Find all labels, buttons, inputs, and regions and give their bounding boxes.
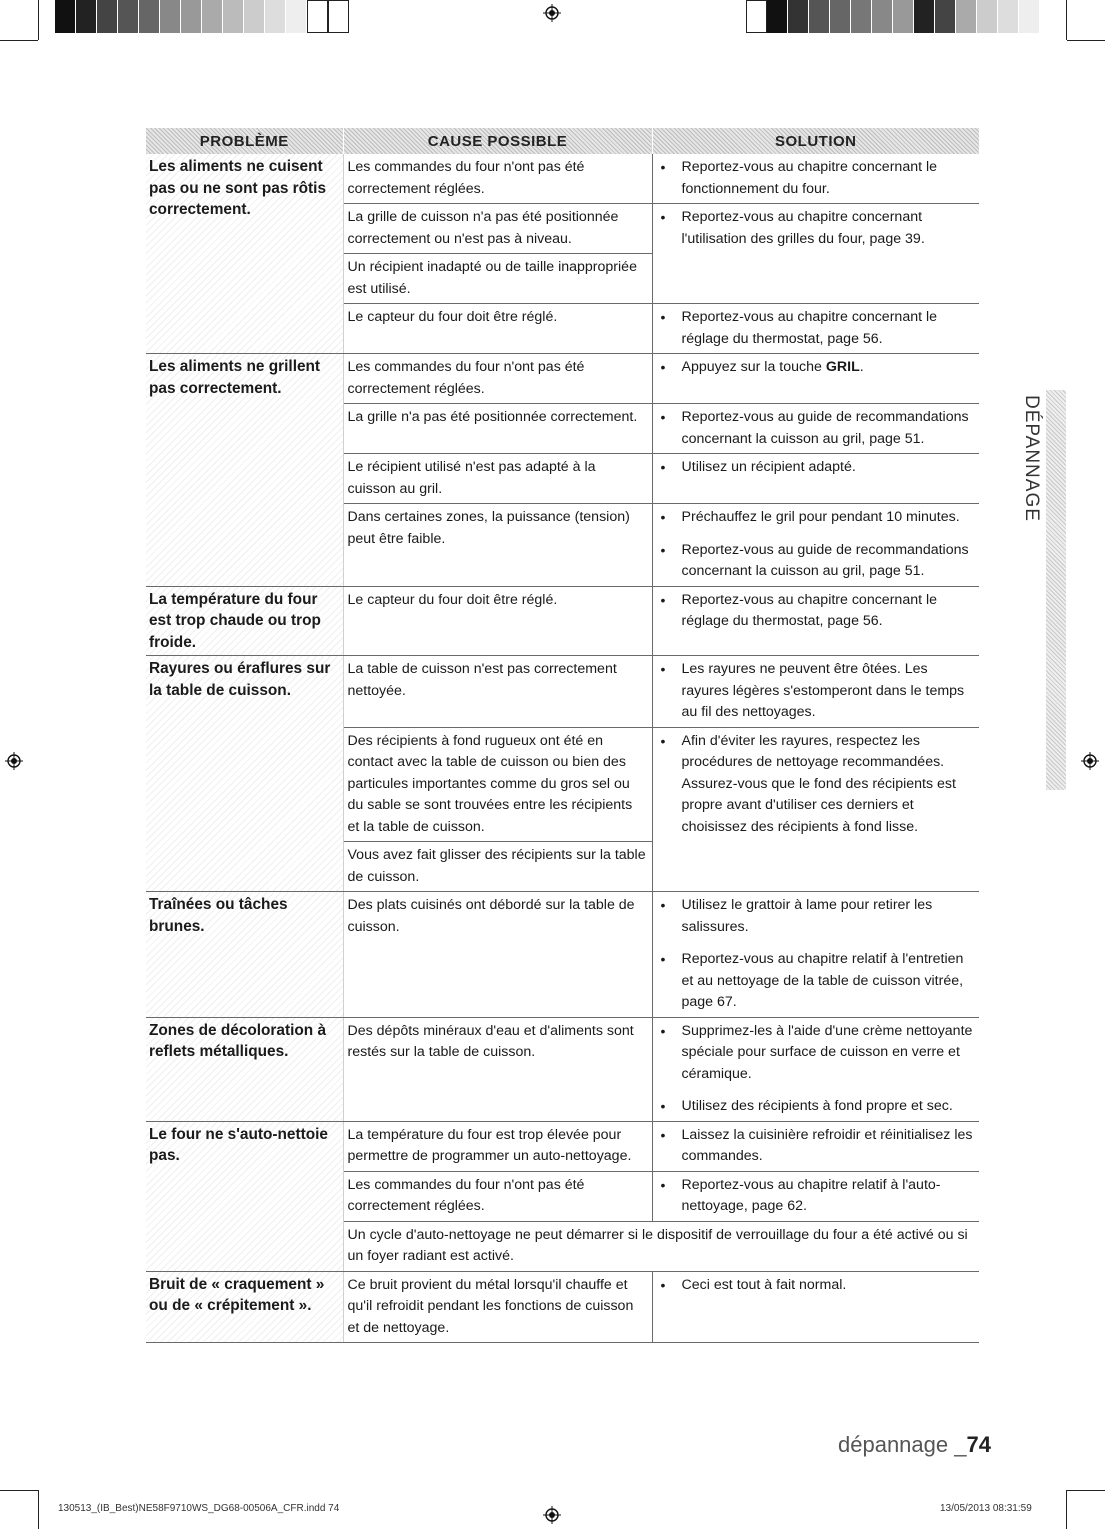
cause-cell: Un récipient inadapté ou de taille inappropriée est utilisé.	[343, 254, 652, 304]
cause-cell: La grille de cuisson n'a pas été positionnée correctement ou n'est pas à niveau.	[343, 204, 652, 254]
solution-cell	[652, 1121, 979, 1171]
solution-item: • Les rayures ne peuvent être ôtées. Les rayures légères s'estomperont dans le temps au fil des nettoyages.	[657, 659, 976, 724]
solution-item: • Reportez-vous au chapitre relatif à l'auto-nettoyage, page 62.	[657, 1175, 976, 1218]
gril-key-label: GRIL	[825, 359, 860, 375]
crop-mark	[1066, 1490, 1067, 1529]
solution-item: • Reportez-vous au chapitre concernant l'utilisation des grilles du four, page 39.	[657, 207, 976, 250]
registration-mark-icon	[1081, 752, 1099, 770]
problem-cell: Les aliments ne cuisent pas ou ne sont pas rôtis correctement.	[146, 154, 343, 354]
crop-mark	[38, 1490, 39, 1529]
print-slug-file: 130513_(IB_Best)NE58F9710WS_DG68-00506A_CFR.indd 74	[58, 1503, 340, 1514]
solution-item: • Utilisez un récipient adapté.	[657, 457, 976, 479]
solution-item: • Laissez la cuisinière refroidir et réinitialisez les commandes.	[657, 1125, 976, 1168]
problem-cell: La température du four est trop chaude ou trop froide.	[146, 586, 343, 656]
solution-item: • Utilisez le grattoir à lame pour retirer les salissures.	[657, 895, 976, 938]
cause-cell-wide: Un cycle d'auto-nettoyage ne peut démarrer si le dispositif de verrouillage du four a été activé ou si un foyer radiant est activé.	[343, 1221, 979, 1271]
table-row	[146, 586, 979, 656]
problem-cell: Bruit de « craquement » ou de « crépitement ».	[146, 1271, 343, 1343]
crop-mark	[38, 0, 39, 40]
cause-cell: Le récipient utilisé n'est pas adapté à la cuisson au gril.	[343, 454, 652, 504]
cause-cell: Ce bruit provient du métal lorsqu'il chauffe et qu'il refroidit pendant les fonctions de cuisson et de nettoyage.	[343, 1271, 652, 1343]
color-calibration-bar-left	[55, 0, 349, 33]
crop-mark	[0, 1490, 38, 1491]
header-cause: CAUSE POSSIBLE	[343, 128, 652, 154]
solution-cell	[652, 1017, 979, 1121]
problem-cell: Le four ne s'auto-nettoie pas.	[146, 1121, 343, 1271]
solution-item: • Reportez-vous au guide de recommandations concernant la cuisson au gril, page 51.	[657, 540, 976, 583]
table-row	[146, 1121, 979, 1171]
registration-mark-icon	[543, 1506, 561, 1524]
solution-cell	[652, 154, 979, 204]
problem-cell: Traînées ou tâches brunes.	[146, 892, 343, 1018]
problem-cell: Rayures ou éraflures sur la table de cuisson.	[146, 656, 343, 892]
solution-cell	[652, 892, 979, 1018]
cause-cell: Le capteur du four doit être réglé.	[343, 304, 652, 354]
solution-item: • Reportez-vous au chapitre relatif à l'entretien et au nettoyage de la table de cuisson vitrée, page 67.	[657, 949, 976, 1014]
page-footer	[838, 1432, 991, 1458]
solution-item: • Reportez-vous au chapitre concernant le réglage du thermostat, page 56.	[657, 307, 976, 350]
section-side-tab	[1046, 390, 1066, 790]
footer-section-label: dépannage _	[838, 1432, 967, 1457]
solution-text: Appuyez sur la touche	[681, 359, 822, 375]
solution-item: • Préchauffez le gril pour pendant 10 minutes.	[657, 507, 976, 529]
cause-cell: Des récipients à fond rugueux ont été en contact avec la table de cuisson ou bien des particules importantes comme du gros sel ou du sable se sont trouvées entre les récipients et la table de cuisson.	[343, 727, 652, 842]
solution-cell	[652, 1271, 979, 1343]
crop-mark	[1066, 0, 1067, 40]
side-tab-label: DÉPANNAGE	[1021, 395, 1042, 522]
cause-cell: La température du four est trop élevée pour permettre de programmer un auto-nettoyage.	[343, 1121, 652, 1171]
table-header-row	[146, 128, 979, 154]
cause-cell: Les commandes du four n'ont pas été correctement réglées.	[343, 354, 652, 404]
cause-cell: Vous avez fait glisser des récipients sur la table de cuisson.	[343, 842, 652, 892]
header-problem: PROBLÈME	[146, 128, 343, 154]
problem-cell: Les aliments ne grillent pas correctement.	[146, 354, 343, 587]
table-row	[146, 354, 979, 404]
page-number: 74	[966, 1432, 991, 1457]
registration-mark-icon	[5, 752, 23, 770]
problem-cell: Zones de décoloration à reflets métalliques.	[146, 1017, 343, 1121]
solution-item: • Utilisez des récipients à fond propre et sec.	[657, 1096, 976, 1118]
cause-cell: Dans certaines zones, la puissance (tension) peut être faible.	[343, 504, 652, 587]
solution-cell	[652, 454, 979, 504]
table-row	[146, 892, 979, 1018]
solution-cell	[652, 586, 979, 656]
table-row	[146, 656, 979, 728]
solution-cell	[652, 727, 979, 892]
cause-cell: Les commandes du four n'ont pas été correctement réglées.	[343, 1171, 652, 1221]
crop-mark	[1067, 40, 1105, 41]
troubleshooting-table	[146, 128, 979, 1343]
cause-cell: Des dépôts minéraux d'eau et d'aliments sont restés sur la table de cuisson.	[343, 1017, 652, 1121]
solution-cell	[652, 1171, 979, 1221]
solution-cell	[652, 504, 979, 587]
solution-item: • Afin d'éviter les rayures, respectez les procédures de nettoyage recommandées. Assurez-vous que le fond des récipients est propre avant d'utiliser ces derniers et choisissez des récipients à fond lisse.	[657, 731, 976, 839]
table-row	[146, 1271, 979, 1343]
crop-mark	[1067, 1490, 1105, 1491]
cause-cell: Des plats cuisinés ont débordé sur la table de cuisson.	[343, 892, 652, 1018]
solution-item: • Ceci est tout à fait normal.	[657, 1275, 976, 1297]
solution-item: • Reportez-vous au chapitre concernant le réglage du thermostat, page 56.	[657, 590, 976, 633]
solution-cell	[652, 204, 979, 304]
solution-cell	[652, 404, 979, 454]
solution-item: • Reportez-vous au chapitre concernant le fonctionnement du four.	[657, 157, 976, 200]
cause-cell: La table de cuisson n'est pas correctement nettoyée.	[343, 656, 652, 728]
solution-cell	[652, 656, 979, 728]
cause-cell: Les commandes du four n'ont pas été correctement réglées.	[343, 154, 652, 204]
solution-cell	[652, 354, 979, 404]
solution-item: • Reportez-vous au guide de recommandations concernant la cuisson au gril, page 51.	[657, 407, 976, 450]
color-calibration-bar-right	[746, 0, 1040, 33]
header-solution: SOLUTION	[652, 128, 979, 154]
cause-cell: Le capteur du four doit être réglé.	[343, 586, 652, 656]
table-row	[146, 1017, 979, 1121]
solution-cell	[652, 304, 979, 354]
table-row	[146, 154, 979, 204]
cause-cell: La grille n'a pas été positionnée correctement.	[343, 404, 652, 454]
print-slug-timestamp: 13/05/2013 08:31:59	[940, 1503, 1032, 1514]
solution-item: • Supprimez-les à l'aide d'une crème nettoyante spéciale pour surface de cuisson en verre et céramique.	[657, 1021, 976, 1086]
registration-mark-icon	[543, 4, 561, 22]
crop-mark	[0, 40, 38, 41]
solution-item: • Appuyez sur la touche GRIL.	[657, 357, 976, 379]
